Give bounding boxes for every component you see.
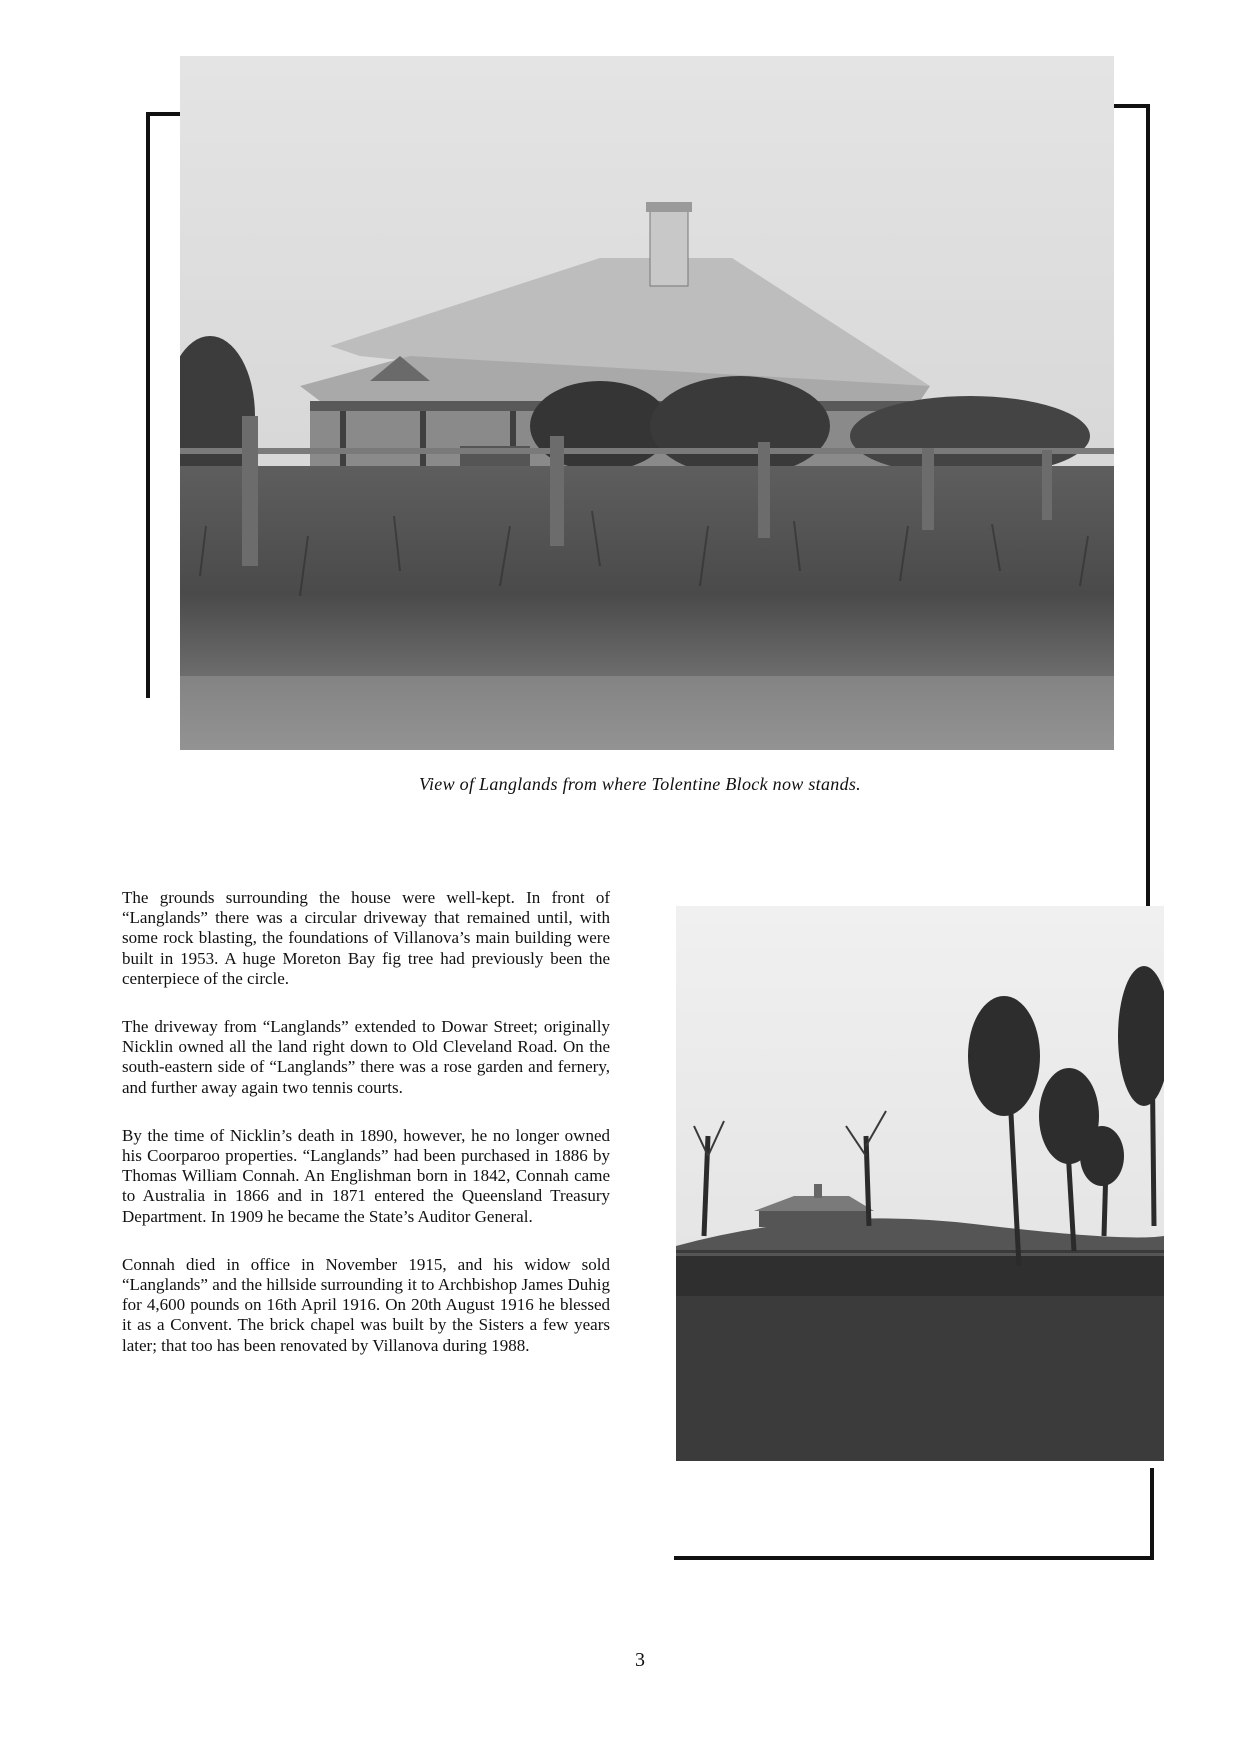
page-number: 3 (635, 1649, 645, 1671)
frame-right-top-cap (1108, 104, 1150, 108)
paragraph-connah: By the time of Nicklin’s death in 1890, however, he no longer owned his Coorparoo properties. “Langlands” had been purchased in 1886 by Thomas William Connah. An Englishman born in 1842, Connah came to Australia in 1866 and in 1871 entered the Queensland Treasury Department. In 1909 he became the State’s Auditor General. (122, 1125, 610, 1226)
article-body (122, 888, 610, 1384)
hillside-house-photo (674, 906, 1164, 1468)
frame-left-top-cap (146, 112, 182, 116)
photo-caption: View of Langlands from where Tolentine Block now stands. (419, 774, 861, 794)
frame-right-vertical (1146, 104, 1150, 906)
frame-bottom-right-vertical (1150, 1468, 1154, 1560)
paragraph-grounds: The grounds surrounding the house were well-kept. In front of “Langlands” there was a circular driveway that remained until, with some rock blasting, the foundations of Villanova’s main building were built in 1953. A huge Moreton Bay fig tree had previously been the centerpiece of the circle. (122, 888, 610, 988)
langlands-house-photo (180, 56, 1114, 750)
frame-bottom-horizontal (674, 1556, 1154, 1560)
paragraph-convent: Connah died in office in November 1915, and his widow sold “Langlands” and the hillside surrounding it to Archbishop James Duhig for 4,600 pounds on 16th April 1916. On 20th August 1916 he blessed it as a Convent. The brick chapel was built by the Sisters a few years later; that too has been renovated by Villanova during 1988. (122, 1254, 610, 1355)
paragraph-driveway: The driveway from “Langlands” extended to Dowar Street; originally Nicklin owned all the land right down to Old Cleveland Road. On the south-eastern side of “Langlands” there was a rose garden and fernery, and further away again two tennis courts. (122, 1017, 610, 1097)
frame-left-vertical (146, 112, 150, 698)
